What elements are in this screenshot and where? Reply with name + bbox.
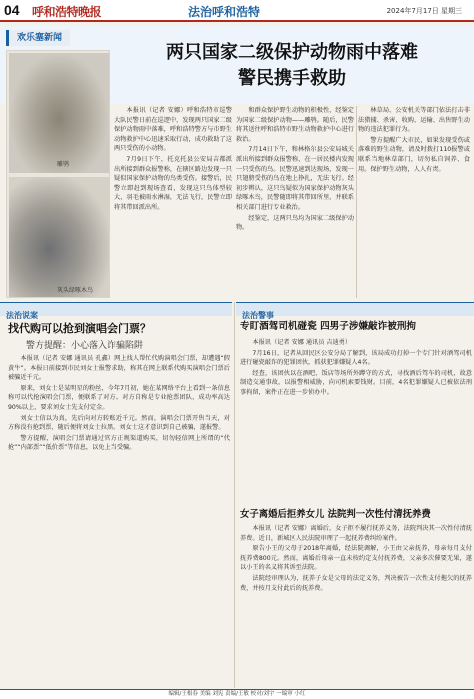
top-story-column-1 [114,106,232,298]
newspaper-brand: 呼和浩特晚报 [32,5,102,19]
owl-photo [9,53,109,173]
paragraph: 本报讯（记者 安娜）离婚后，女子拒不履行抚养义务，法院判决其一次性付清抚养费。近日，新城区人民法院审理了一起抚养费纠纷案件。 [240,525,472,542]
photo-caption-owl: 雕鸮 [57,161,70,168]
paragraph: 原来，刘女士是某明星的粉丝，今年7月初，她在某网络平台上看到一条信息称可以代抢演唱会门票，便联系了对方。对方自称是专业抢票团队，成功率高达90%以上，要求刘女士先支付定金。 [8,384,230,412]
paragraph: 7月16日，记者从回民区公安分局了解到，该局成功打掉一个专门针对酒驾司机进行碰瓷敲诈的犯罪团伙，抓获犯罪嫌疑人4名。 [240,349,472,367]
right-article-2-body [240,524,472,686]
left-band-title: 法治说案 [6,311,38,320]
column-divider [356,106,357,298]
story-photos [6,50,110,298]
photo-caption-woodpecker: 灰头绿啄木鸟 [57,287,94,294]
woodpecker-photo [9,177,109,297]
paragraph: 7月9日下午，托克托县公安局吉都派出所接到群众报警称，在辖区路边发现一只疑似国家保护动物的鸟类受伤。接警后，民警立即赶到现场查看，发现这只鸟体型较大，羽毛被雨水淋湿，无法飞行，民警立即将其带回派出所。 [114,156,232,212]
story-tag: 欢乐塞新闻 [6,30,70,46]
right-article-1-body [240,338,472,500]
page-header [0,0,474,22]
right-section-band [236,302,474,320]
top-story-column-3 [358,106,470,298]
headline-line-1: 两只国家二级保护动物雨中落难 [166,42,418,63]
left-headline: 找代购可以抢到演唱会门票？ [8,322,151,335]
top-story-column-2 [236,106,354,298]
left-article-body [8,354,230,684]
paragraph: 林草局、公安机关等部门依法打击非法猎捕、杀害、收购、运输、出售野生动物的违法犯罪行为。 [358,107,470,134]
paragraph: 法院经审理认为，抚养子女是父母的法定义务，判决被告一次性支付拖欠的抚养费，并按月支付此后的抚养费。 [240,575,472,592]
paragraph: 警方提醒广大市民，如果发现受伤或落难的野生动物，请及时拨打110报警或联系当地林草部门，切勿私自饲养、食用。保护野生动物，人人有责。 [358,136,470,173]
paragraph: 刘女士信以为真，先后向对方转账近千元。然而，演唱会门票开售当天，对方称没有抢到票，随后便将刘女士拉黑。刘女士这才意识到自己被骗，遂报警。 [8,414,230,432]
paragraph: 经鉴定，这两只鸟均为国家二级保护动物。 [236,214,354,232]
right-band-title: 法治警事 [242,311,274,320]
issue-date: 2024年7月17日 星期三 [386,7,462,15]
paragraph: 本报讯（记者 安娜）呼和浩特市巡警大队民警日前在巡逻中，发现两只国家二级保护动物雨中落难，呼和浩特警方与市野生动物救护中心迅速采取行动，成功救助了这两只受伤的小动物。 [114,107,232,153]
headline-line-2: 警民携手救助 [238,68,346,89]
byline: 本报讯（记者 安娜 通讯员 吉迪勇） [252,339,352,346]
paragraph: 7月14日下午，和林格尔县公安局城关派出所接到群众报警称，在一居民楼内发现一只受伤的鸟。民警迅速到达现场，发现一只翅膀受伤的鸟在地上挣扎，无法飞行。经初步辨认，这只鸟疑似为国家保护动物灰头绿啄木鸟，民警随即将其带回所里，并联系相关部门进行专业救治。 [236,146,354,212]
left-subheadline: 警方提醒：小心落入诈骗陷阱 [26,341,144,351]
paragraph: 本报讯（记者 安娜 通讯员 孔鑫）网上找人帮忙代购演唱会门票，却遭遇“假黄牛”。本报日前接到市民刘女士报警求助，称其在网上联系代购买演唱会门票后被骗近千元。 [8,355,230,382]
right-headline-2: 女子离婚后拒养女儿 法院判一次性付清抚养费 [240,509,431,520]
paragraph: 原告小王的父母于2018年离婚，经法院调解，小王由父亲抚养，母亲每月支付抚养费800元。然而，离婚后母亲一直未按约定支付抚养费，父亲多次催要无果，遂以小王的名义将其诉至法院。 [240,545,472,572]
section-title: 法治呼和浩特 [188,5,261,19]
left-section-band [0,302,232,320]
paragraph: 和群众保护野生动物的积极性，经鉴定为国家二级保护动物——雕鸮。随后，民警将其送往呼和浩特市野生动物救护中心进行救治。 [236,107,354,143]
paragraph: 警方提醒，演唱会门票请通过官方正规渠道购买，切勿轻信网上所谓的“代抢”“内部票”“低价票”等信息，以免上当受骗。 [8,434,230,452]
page-footer: 编辑/王根春 美编 刘宪 责编/王敏 校对/刘宇 一编审 小红 [0,689,474,699]
top-story-headline [112,40,472,92]
section-divider [234,302,235,688]
paragraph: 经查，该团伙以在酒吧、饭店等场所外蹲守的方式，寻找酒后驾车的司机，故意制造交通事故，以报警相威胁，向司机索要钱财。目前，4名犯罪嫌疑人已被依法刑事拘留，案件正在进一步侦办中。 [240,369,472,397]
page-number: 04 [4,2,20,18]
right-headline-1: 专盯酒驾司机碰瓷 四男子涉嫌敲诈被刑拘 [240,321,417,332]
